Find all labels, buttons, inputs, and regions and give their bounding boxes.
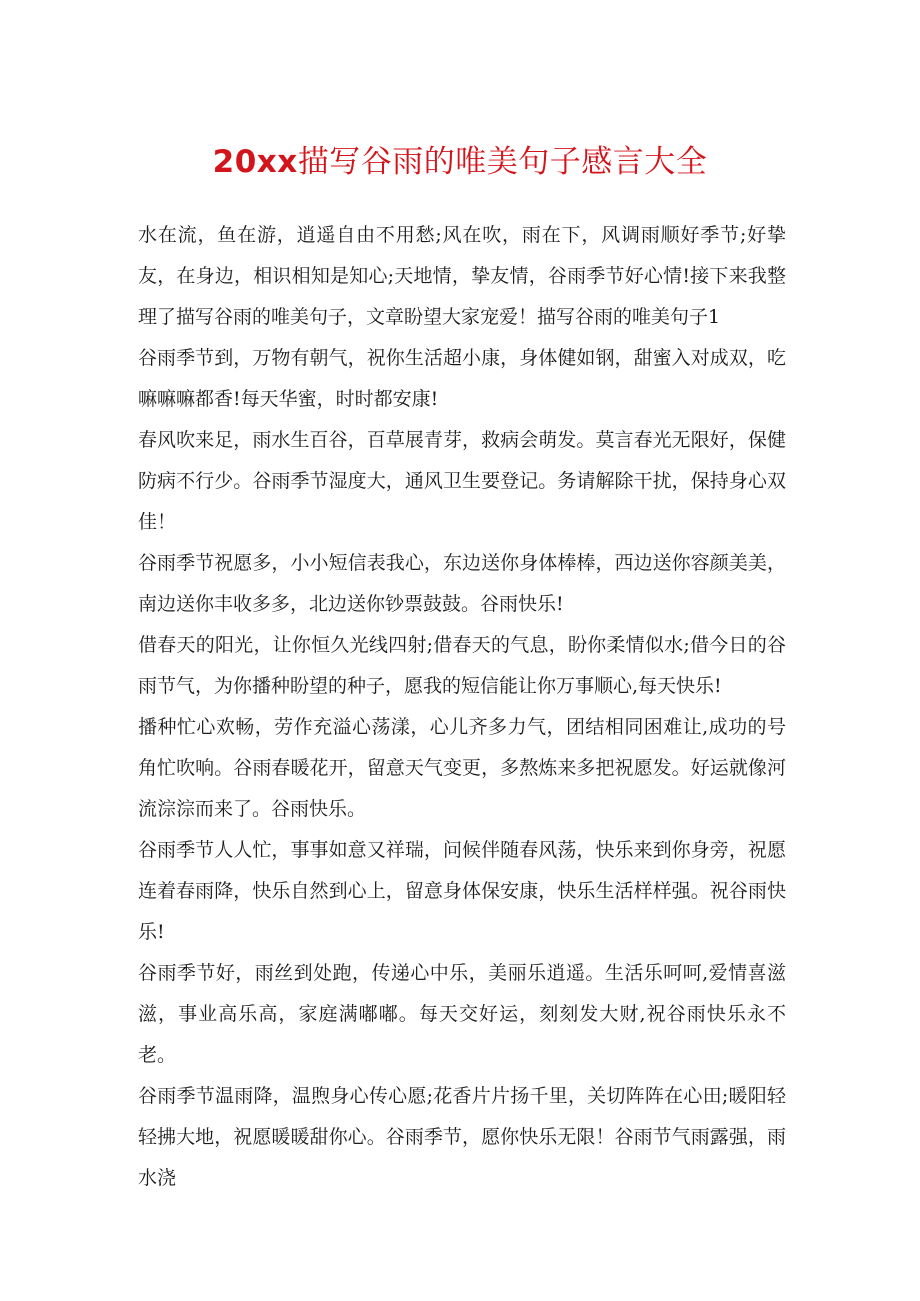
document-title (0, 138, 920, 186)
document-body (138, 215, 786, 1199)
title-year: 20xx (212, 144, 298, 180)
paragraph: 借春天的阳光，让你恒久光线四射;借春天的气息，盼你柔情似水;借今日的谷雨节气，为你播种盼望的种子，愿我的短信能让你万事顺心,每天快乐! (138, 634, 786, 697)
paragraph: 谷雨季节到，万物有朝气，祝你生活超小康，身体健如钢，甜蜜入对成双，吃嘛嘛嘛都香!每天华蜜，时时都安康! (138, 347, 786, 410)
paragraph: 春风吹来足，雨水生百谷，百草展青芽，救病会萌发。莫言春光无限好，保健防病不行少。谷雨季节湿度大，通风卫生要登记。务请解除干扰，保持身心双佳！ (138, 429, 786, 533)
paragraph: 谷雨季节人人忙，事事如意又祥瑞，问候伴随春风荡，快乐来到你身旁，祝愿连着春雨降，快乐自然到心上，留意身体保安康，快乐生活样样强。祝谷雨快乐! (138, 839, 786, 943)
paragraph: 谷雨季节温雨降，温煦身心传心愿;花香片片扬千里，关切阵阵在心田;暖阳轻轻拂大地，祝愿暖暖甜你心。谷雨季节，愿你快乐无限！谷雨节气雨露强，雨水浇 (138, 1085, 786, 1189)
paragraph: 谷雨季节好，雨丝到处跑，传递心中乐，美丽乐逍遥。生活乐呵呵,爱情喜滋滋，事业高乐高，家庭满嘟嘟。每天交好运，刻刻发大财,祝谷雨快乐永不老。 (138, 962, 786, 1066)
paragraph: 播种忙心欢畅，劳作充溢心荡漾，心儿齐多力气，团结相同困难让,成功的号角忙吹响。谷雨春暖花开，留意天气变更，多熬炼来多把祝愿发。好运就像河流淙淙而来了。谷雨快乐。 (138, 716, 786, 820)
paragraph: 水在流，鱼在游，逍遥自由不用愁;风在吹，雨在下，风调雨顺好季节;好挚友，在身边，相识相知是知心;天地情，挚友情，谷雨季节好心情!接下来我整理了描写谷雨的唯美句子，文章盼望大家宠爱！描写谷雨的唯美句子1 (138, 224, 786, 328)
title-text: 描写谷雨的唯美句子感言大全 (297, 144, 708, 180)
paragraph: 谷雨季节祝愿多，小小短信表我心，东边送你身体棒棒，西边送你容颜美美，南边送你丰收多多，北边送你钞票鼓鼓。谷雨快乐! (138, 552, 786, 615)
